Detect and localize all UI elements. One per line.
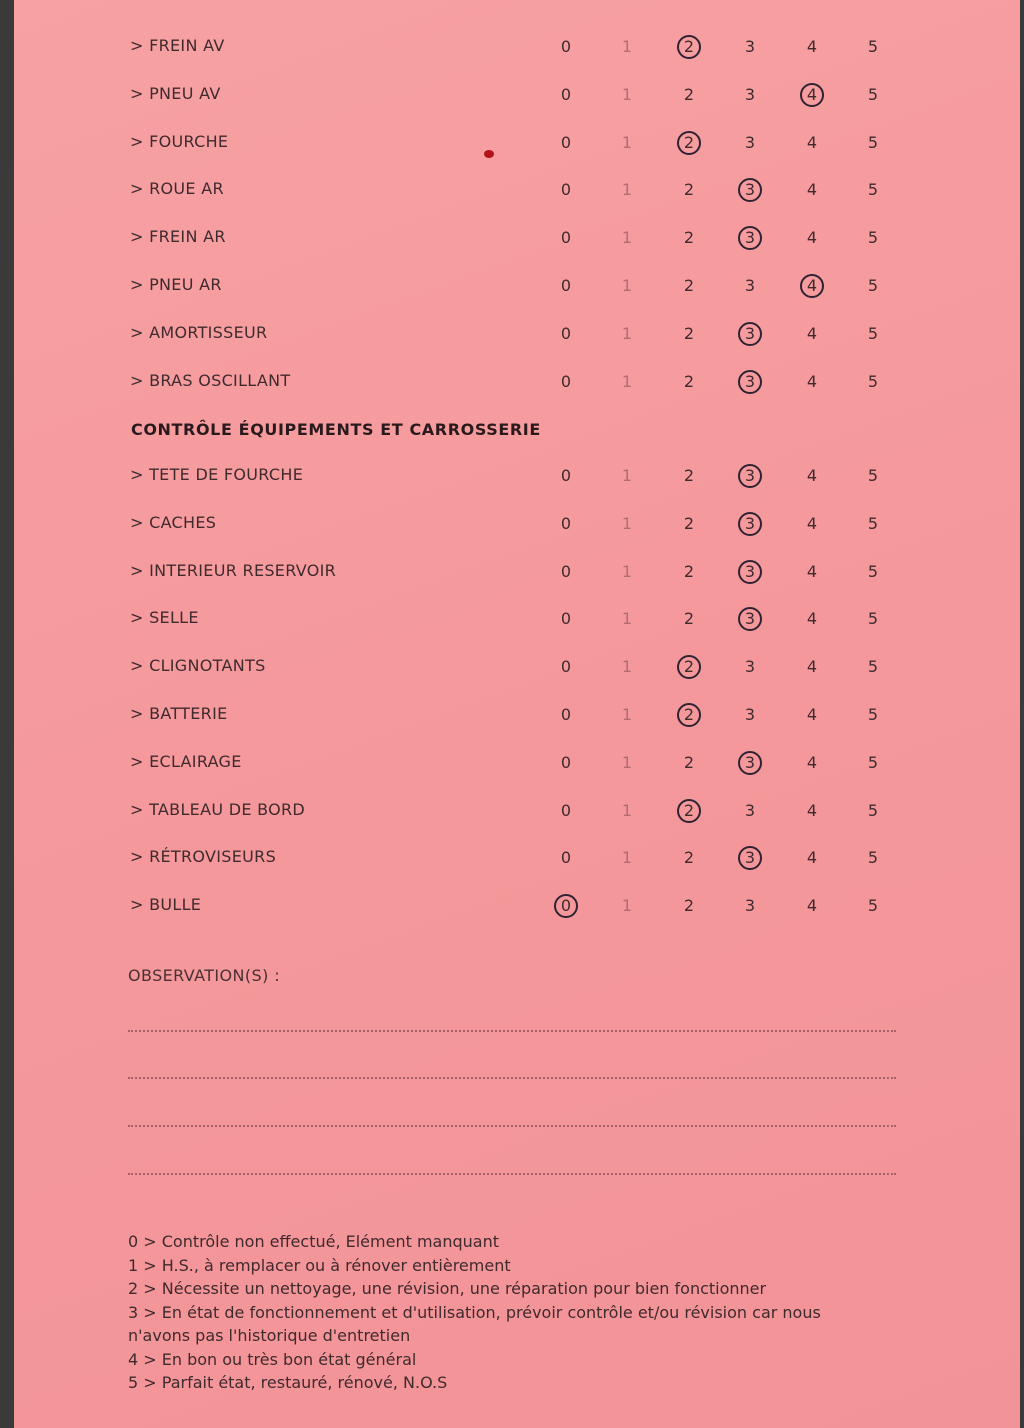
checklist-item-label: > TABLEAU DE BORD <box>130 799 306 819</box>
score-option[interactable]: 0 <box>560 180 572 200</box>
score-option[interactable]: 1 <box>621 800 633 820</box>
score-option[interactable]: 2 <box>683 896 695 916</box>
score-option[interactable]: 3 <box>744 37 756 56</box>
score-option[interactable]: 4 <box>806 180 818 200</box>
score-option[interactable]: 1 <box>621 705 633 724</box>
score-option[interactable]: 2 <box>683 228 695 248</box>
score-option[interactable]: 0 <box>560 561 572 581</box>
score-option[interactable]: 3 <box>744 657 756 677</box>
score-option-selected[interactable]: 3 <box>735 748 765 778</box>
observation-line[interactable] <box>128 1077 896 1079</box>
checklist-row <box>14 604 1020 634</box>
score-option[interactable]: 1 <box>621 323 633 343</box>
checklist-item-label: > FOURCHE <box>130 131 229 151</box>
score-option[interactable]: 5 <box>867 705 879 724</box>
score-option[interactable]: 0 <box>560 657 572 677</box>
score-option[interactable]: 4 <box>806 800 818 820</box>
checklist-item-label: > AMORTISSEUR <box>130 322 268 342</box>
score-option[interactable]: 5 <box>867 84 879 104</box>
score-option[interactable]: 5 <box>867 752 879 772</box>
score-option[interactable]: 5 <box>867 513 879 533</box>
score-option[interactable]: 0 <box>560 132 572 152</box>
score-option-selected[interactable]: 3 <box>735 461 765 491</box>
checklist-item-label: > FREIN AR <box>130 227 226 247</box>
score-option[interactable]: 0 <box>560 705 572 724</box>
score-option[interactable]: 3 <box>744 276 756 295</box>
checklist-item-label: > TETE DE FOURCHE <box>130 465 304 484</box>
score-option[interactable]: 0 <box>560 228 572 248</box>
score-option[interactable]: 1 <box>621 180 633 200</box>
score-option[interactable]: 5 <box>867 609 879 629</box>
score-option[interactable]: 4 <box>806 561 818 581</box>
score-option[interactable]: 5 <box>867 180 879 200</box>
checklist-row <box>14 367 1020 397</box>
score-option[interactable]: 2 <box>683 513 695 533</box>
observation-line[interactable] <box>128 1173 896 1175</box>
score-option[interactable]: 5 <box>867 323 879 343</box>
score-option[interactable]: 4 <box>806 896 818 916</box>
legend-line: n'avons pas l'historique d'entretien <box>128 1326 411 1345</box>
score-option[interactable]: 3 <box>744 705 756 724</box>
score-option[interactable]: 0 <box>560 752 572 772</box>
score-option[interactable]: 2 <box>683 371 695 391</box>
score-option-selected[interactable]: 3 <box>735 843 765 873</box>
score-option[interactable]: 4 <box>806 323 818 343</box>
score-option[interactable]: 4 <box>806 37 818 56</box>
score-option[interactable]: 2 <box>683 609 695 629</box>
score-option[interactable]: 4 <box>806 848 818 868</box>
score-option[interactable]: 1 <box>621 609 633 629</box>
checklist-row <box>14 128 1020 158</box>
score-option[interactable]: 2 <box>683 466 695 485</box>
score-option[interactable]: 1 <box>621 896 633 916</box>
checklist-row <box>14 700 1020 730</box>
score-option-selected[interactable]: 4 <box>797 271 827 301</box>
score-option-selected[interactable]: 2 <box>674 796 704 826</box>
score-option[interactable]: 1 <box>621 84 633 104</box>
checklist-row <box>14 175 1020 205</box>
score-option-selected[interactable]: 0 <box>551 891 581 921</box>
score-option[interactable]: 4 <box>806 609 818 629</box>
observation-line[interactable] <box>128 1125 896 1127</box>
score-option[interactable]: 2 <box>683 323 695 343</box>
score-option[interactable]: 1 <box>621 37 633 56</box>
score-option[interactable]: 0 <box>560 276 572 295</box>
score-option-selected[interactable]: 3 <box>735 367 765 397</box>
score-option[interactable]: 3 <box>744 800 756 820</box>
inspection-sheet <box>14 0 1020 1428</box>
score-option-selected[interactable]: 3 <box>735 557 765 587</box>
checklist-item-label: > BULLE <box>130 895 202 915</box>
score-option[interactable]: 0 <box>560 37 572 56</box>
score-option[interactable]: 1 <box>621 132 633 152</box>
score-option-selected[interactable]: 3 <box>735 319 765 349</box>
score-option-selected[interactable]: 3 <box>735 509 765 539</box>
score-option[interactable]: 2 <box>683 561 695 581</box>
checklist-row <box>14 223 1020 253</box>
checklist-row <box>14 509 1020 539</box>
score-option[interactable]: 0 <box>560 848 572 868</box>
checklist-row <box>14 32 1020 62</box>
score-option[interactable]: 3 <box>744 84 756 104</box>
score-option[interactable]: 4 <box>806 371 818 391</box>
section-title: CONTRÔLE ÉQUIPEMENTS ET CARROSSERIE <box>131 420 541 439</box>
legend-line: 3 > En état de fonctionnement et d'utilisation, prévoir contrôle et/ou révision car nous <box>128 1302 821 1322</box>
score-option-selected[interactable]: 2 <box>674 652 704 682</box>
score-option[interactable]: 2 <box>683 848 695 868</box>
score-option[interactable]: 1 <box>621 466 633 485</box>
score-option[interactable]: 0 <box>560 84 572 104</box>
score-option[interactable]: 5 <box>867 371 879 391</box>
score-option[interactable]: 4 <box>806 705 818 724</box>
checklist-item-label: > BRAS OSCILLANT <box>130 370 291 390</box>
score-option[interactable]: 5 <box>867 657 879 677</box>
checklist-row <box>14 891 1020 921</box>
score-option[interactable]: 5 <box>867 848 879 868</box>
score-option[interactable]: 1 <box>621 657 633 677</box>
score-option[interactable]: 1 <box>621 752 633 772</box>
checklist-row <box>14 557 1020 587</box>
score-option-selected[interactable]: 3 <box>735 604 765 634</box>
score-option[interactable]: 4 <box>806 466 818 485</box>
checklist-row <box>14 652 1020 682</box>
score-option[interactable]: 1 <box>621 228 633 248</box>
legend-line: 1 > H.S., à remplacer ou à rénover entièrement <box>128 1255 511 1275</box>
score-option[interactable]: 4 <box>806 513 818 533</box>
checklist-item-label: > SELLE <box>130 608 199 628</box>
score-option[interactable]: 5 <box>867 132 879 152</box>
legend-line: 2 > Nécessite un nettoyage, une révision, une réparation pour bien fonctionner <box>128 1279 767 1298</box>
score-option[interactable]: 4 <box>806 228 818 248</box>
score-option-selected[interactable]: 3 <box>735 223 765 253</box>
checklist-item-label: > FREIN AV <box>130 36 225 55</box>
score-option[interactable]: 1 <box>621 848 633 868</box>
legend-line: 4 > En bon ou très bon état général <box>128 1349 417 1369</box>
checklist-item-label: > ECLAIRAGE <box>130 751 242 771</box>
score-option[interactable]: 1 <box>621 276 633 295</box>
checklist-row <box>14 843 1020 873</box>
score-option[interactable]: 0 <box>560 609 572 629</box>
score-option[interactable]: 3 <box>744 896 756 916</box>
score-option[interactable]: 5 <box>867 37 879 56</box>
score-option[interactable]: 2 <box>683 180 695 200</box>
checklist-row <box>14 271 1020 301</box>
score-option[interactable]: 1 <box>621 561 633 581</box>
observation-line[interactable] <box>128 1030 896 1032</box>
checklist-item-label: > INTERIEUR RESERVOIR <box>130 560 337 580</box>
checklist-item-label: > PNEU AV <box>130 83 221 103</box>
checklist-item-label: > RÉTROVISEURS <box>130 847 277 867</box>
rating-legend <box>128 1230 908 1395</box>
checklist-row <box>14 461 1020 491</box>
checklist-row <box>14 796 1020 826</box>
checklist-row <box>14 80 1020 110</box>
score-option[interactable]: 0 <box>560 513 572 533</box>
score-option[interactable]: 5 <box>867 466 879 485</box>
score-option[interactable]: 4 <box>806 657 818 677</box>
checklist-item-label: > ROUE AR <box>130 179 224 199</box>
score-option[interactable]: 2 <box>683 276 695 295</box>
score-option-selected[interactable]: 2 <box>674 128 704 158</box>
checklist-item-label: > CLIGNOTANTS <box>130 656 266 676</box>
score-option[interactable]: 4 <box>806 752 818 772</box>
score-option-selected[interactable]: 3 <box>735 175 765 205</box>
score-option[interactable]: 2 <box>683 84 695 104</box>
score-option[interactable]: 2 <box>683 752 695 772</box>
score-option[interactable]: 1 <box>621 371 633 391</box>
score-option-selected[interactable]: 2 <box>674 700 704 730</box>
checklist-item-label: > CACHES <box>130 512 217 532</box>
legend-line: 0 > Contrôle non effectué, Elément manquant <box>128 1232 499 1251</box>
score-option-selected[interactable]: 4 <box>797 80 827 110</box>
score-option[interactable]: 4 <box>806 132 818 152</box>
score-option[interactable]: 5 <box>867 228 879 248</box>
score-option[interactable]: 5 <box>867 800 879 820</box>
score-option[interactable]: 0 <box>560 371 572 391</box>
checklist-row <box>14 319 1020 349</box>
checklist-row <box>14 748 1020 778</box>
score-option[interactable]: 1 <box>621 513 633 533</box>
score-option[interactable]: 5 <box>867 561 879 581</box>
score-option-selected[interactable]: 2 <box>674 32 704 62</box>
score-option[interactable]: 5 <box>867 896 879 916</box>
checklist-item-label: > PNEU AR <box>130 275 222 294</box>
observations-label: OBSERVATION(S) : <box>128 966 280 985</box>
checklist-item-label: > BATTERIE <box>130 704 228 723</box>
score-option[interactable]: 0 <box>560 466 572 485</box>
score-option[interactable]: 0 <box>560 323 572 343</box>
legend-line: 5 > Parfait état, restauré, rénové, N.O.S <box>128 1373 448 1392</box>
score-option[interactable]: 3 <box>744 132 756 152</box>
score-option[interactable]: 0 <box>560 800 572 820</box>
score-option[interactable]: 5 <box>867 276 879 295</box>
